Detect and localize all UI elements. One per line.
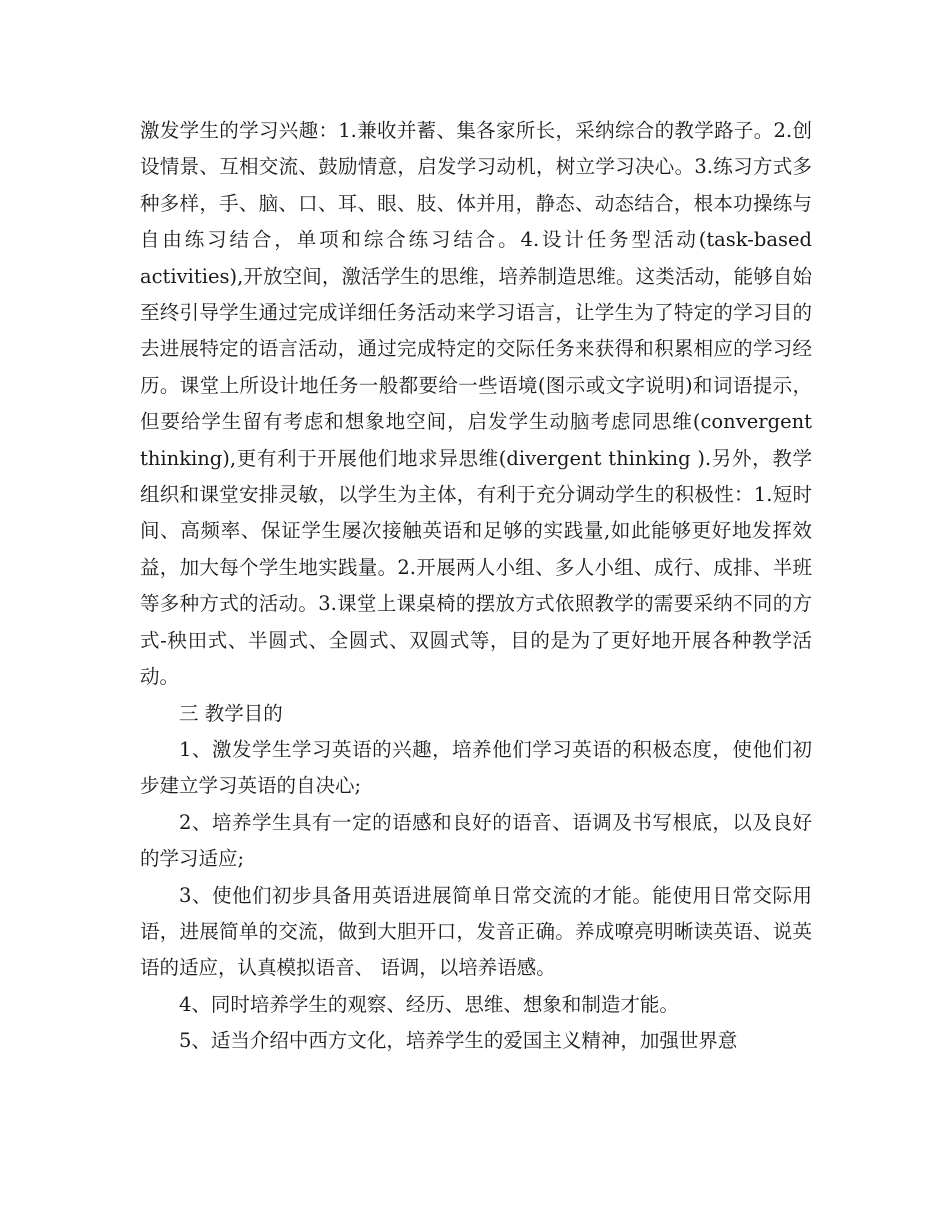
- paragraph-teaching-methods: 激发学生的学习兴趣：1.兼收并蓄、集各家所长，采纳综合的教学路子。2.创设情景、互相交流、鼓励情意，启发学习动机，树立学习决心。3.练习方式多种多样，手、脑、口、耳、眼、肢、体并用，静态、动态结合，根本功操练与自由练习结合，单项和综合练习结合。4.设计任务型活动(task-based activities),开放空间，激活学生的思维，培养制造思维。这类活动，能够自始至终引导学生通过完成详细任务活动来学习语言，让学生为了特定的学习目的去进展特定的语言活动，通过完成特定的交际任务来获得和积累相应的学习经历。课堂上所设计地任务一般都要给一些语境(图示或文字说明)和词语提示，但要给学生留有考虑和想象地空间，启发学生动脑考虑同思维(convergent thinking),更有利于开展他们地求异思维(divergent thinking ).另外，教学组织和课堂安排灵敏，以学生为主体，有利于充分调动学生的积极性：1.短时间、高频率、保证学生屡次接触英语和足够的实践量,如此能够更好地发挥效益，加大每个学生地实践量。2.开展两人小组、多人小组、成行、成排、半班等多种方式的活动。3.课堂上课桌椅的摆放方式依照教学的需要采纳不同的方式-秧田式、半圆式、全圆式、双圆式等，目的是为了更好地开展各种教学活动。: [140, 119, 812, 689]
- goal-item-2: 2、培养学生具有一定的语感和良好的语音、语调及书写根底，以及良好的学习适应;: [140, 810, 812, 871]
- goal-item-3: 3、使他们初步具备用英语进展简单日常交流的才能。能使用日常交际用语，进展简单的交流，做到大胆开口，发音正确。养成嘹亮明晰读英语、说英语的适应，认真模拟语音、 语调，以培养语感。: [140, 883, 812, 980]
- goal-item-1: 1、激发学生学习英语的兴趣，培养他们学习英语的积极态度，使他们初步建立学习英语的自决心;: [140, 737, 812, 798]
- section-heading-teaching-goals: 三 教学目的: [179, 701, 283, 725]
- goal-item-4: 4、同时培养学生的观察、经历、思维、想象和制造才能。: [179, 992, 679, 1016]
- document-body: [140, 113, 812, 1060]
- goal-item-5: 5、适当介绍中西方文化，培养学生的爱国主义精神，加强世界意: [179, 1029, 738, 1053]
